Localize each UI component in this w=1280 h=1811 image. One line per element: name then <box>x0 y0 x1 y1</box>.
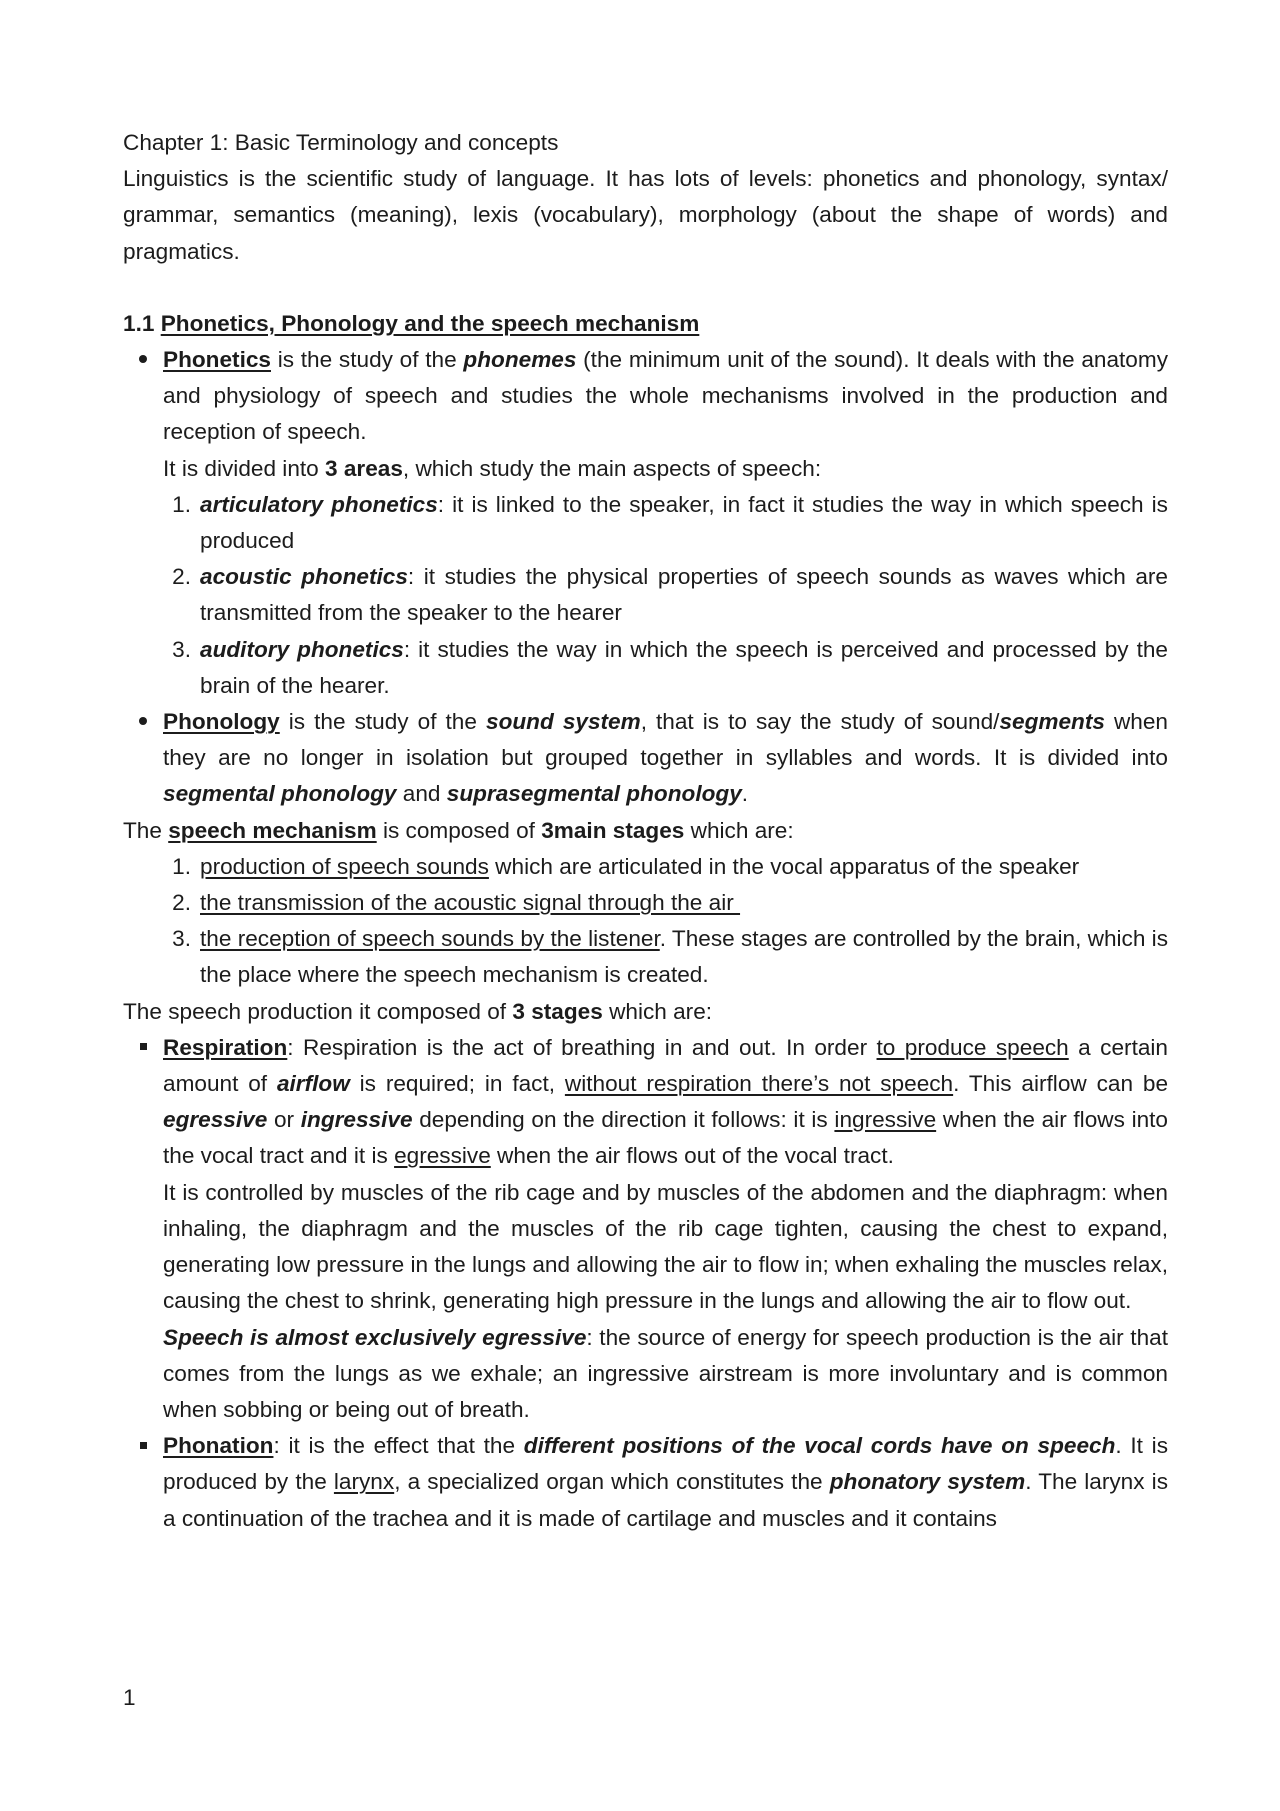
section-title: Phonetics, Phonology and the speech mechanism <box>160 310 700 336</box>
text-run: or <box>267 1107 301 1133</box>
text-run: is the study of the <box>270 347 464 373</box>
egressive-term: egressive <box>163 1107 268 1133</box>
phonetics-paragraph <box>163 342 1168 451</box>
bullet-dot-icon <box>123 342 163 378</box>
text-run: : it is linked to the speaker, in fact it studies the way in which speech is produced <box>200 491 1168 554</box>
stage-term: the transmission of the acoustic signal through the air <box>200 890 741 916</box>
phonemes-term: phonemes <box>463 347 577 373</box>
intro-paragraph: Linguistics is the scientific study of language. It has lots of levels: phonetics and phonology, syntax/ grammar, semantics (meaning), lexis (vocabulary), morphology (about the shape of words) and pragmatics. <box>123 166 1168 264</box>
underlined-phrase: ingressive <box>834 1107 937 1133</box>
suprasegmental-term: suprasegmental phonology <box>446 781 742 807</box>
list-item <box>123 559 1168 631</box>
phonation-paragraph <box>163 1428 1168 1537</box>
stage-term: production of speech sounds <box>200 853 489 879</box>
phonetics-bullet <box>123 342 1168 487</box>
text-run: and <box>396 781 447 807</box>
section-heading <box>123 306 1168 342</box>
text-run: : Respiration is the act of breathing in and out. In order <box>287 1034 877 1060</box>
list-number: 2. <box>172 564 191 590</box>
text-run: which are: <box>684 817 794 843</box>
phonatory-system-term: phonatory system <box>829 1469 1026 1495</box>
segments-term: segments <box>999 709 1105 735</box>
text-run: , that is to say the study of sound/ <box>640 709 1000 735</box>
text-run: . These stages are controlled by the brain, which is the place where the speech mechanism is created. <box>200 926 1169 988</box>
list-item <box>123 487 1168 559</box>
text-run: is required; in fact, <box>349 1071 565 1097</box>
stage-term: the reception of speech sounds by the listener <box>200 926 660 952</box>
text-run: which are: <box>602 998 713 1024</box>
respiration-term: Respiration <box>163 1034 288 1060</box>
production-paragraph <box>123 994 1168 1030</box>
chapter-title: Chapter 1: Basic Terminology and concepts <box>123 130 559 155</box>
text-run: (the minimum unit of the sound). It deals with the anatomy and physiology of speech and studies the whole mechanisms involved in the production and reception of speech. <box>163 347 1168 445</box>
stage-transmission <box>200 885 1168 921</box>
stage-reception <box>200 921 1168 993</box>
text-run: . It is produced by the <box>163 1433 1168 1495</box>
mechanism-paragraph <box>123 813 1168 849</box>
text-run: , a specialized organ which constitutes the <box>394 1469 830 1495</box>
list-number: 1. <box>172 853 191 879</box>
egressive-statement: Speech is almost exclusively egressive <box>163 1324 587 1350</box>
underlined-phrase: without respiration there’s not speech <box>564 1071 954 1097</box>
phonology-paragraph <box>163 704 1168 813</box>
text-run: when the air flows out of the vocal tract. <box>490 1143 894 1169</box>
respiration-bullet <box>123 1030 1168 1428</box>
area-acoustic <box>200 559 1168 631</box>
production-stages-count: 3 stages <box>512 998 603 1024</box>
mechanism-term: speech mechanism <box>168 817 377 843</box>
list-item <box>123 921 1168 993</box>
text-run: . This airflow can be <box>953 1071 1169 1097</box>
ingressive-term: ingressive <box>300 1107 413 1133</box>
text-run: : the source of energy for speech production is the air that comes from the lungs as we exhale; an ingressive airstream is more involuntary and is common when sobbing or being out of breath. <box>163 1324 1168 1422</box>
airflow-term: airflow <box>276 1071 350 1097</box>
text-run: The <box>123 817 169 843</box>
text-run: depending on the direction it follows: it is <box>412 1107 835 1133</box>
page-number: 1 <box>123 1685 136 1710</box>
text-run: : it studies the way in which the speech is perceived and processed by the brain of the hearer. <box>200 636 1168 698</box>
area-articulatory <box>200 487 1168 559</box>
bullet-dot-icon <box>123 704 163 740</box>
text-run: is the study of the <box>279 709 486 735</box>
list-number: 3. <box>172 636 191 662</box>
areas-intro <box>163 451 1168 487</box>
stages-count: 3main stages <box>541 817 685 843</box>
respiration-paragraph <box>163 1030 1168 1175</box>
phonation-term: Phonation <box>163 1433 274 1459</box>
areas-count: 3 areas <box>325 455 403 481</box>
text-run: , which study the main aspects of speech: <box>402 455 822 481</box>
text-run: when they are no longer in isolation but grouped together in syllables and words. It is divided into <box>163 709 1168 771</box>
text-run: : it studies the physical properties of speech sounds as waves which are transmitted from the speaker to the hearer <box>200 564 1168 626</box>
list-item <box>123 885 1168 921</box>
phonology-term: Phonology <box>163 709 280 735</box>
section-number: 1.1 <box>123 310 155 336</box>
list-item <box>123 849 1168 885</box>
text-run: : it is the effect that the <box>273 1433 524 1459</box>
area-auditory <box>200 632 1168 704</box>
list-number: 2. <box>172 890 191 916</box>
phonology-bullet <box>123 704 1168 813</box>
respiration-egressive-paragraph <box>163 1320 1168 1429</box>
text-run: is composed of <box>376 817 542 843</box>
stage-production <box>200 849 1168 885</box>
bullet-square-icon <box>123 1030 163 1066</box>
vocal-cords-phrase: different positions of the vocal cords have on speech <box>523 1433 1116 1459</box>
area-term: articulatory phonetics <box>200 491 438 517</box>
text-run: a certain amount of <box>163 1034 1168 1097</box>
sound-system-term: sound system <box>486 709 641 735</box>
bullet-square-icon <box>123 1428 163 1464</box>
text-run: when the air flows into the vocal tract and it is <box>163 1107 1168 1169</box>
text-run: . The larynx is a continuation of the trachea and it is made of cartilage and muscles and it contains <box>163 1469 1168 1531</box>
phonetics-term: Phonetics <box>163 347 271 373</box>
list-number: 3. <box>172 926 191 952</box>
list-number: 1. <box>172 491 191 517</box>
area-term: auditory phonetics <box>200 636 404 662</box>
phonation-bullet <box>123 1428 1168 1537</box>
document-body <box>123 125 1168 1537</box>
text-run: It is divided into <box>163 455 326 481</box>
text-run: . <box>741 781 749 807</box>
underlined-phrase: egressive <box>394 1143 491 1169</box>
text-run: The speech production it composed of <box>123 998 513 1024</box>
list-item <box>123 632 1168 704</box>
area-term: acoustic phonetics <box>200 564 408 590</box>
larynx-term: larynx <box>333 1469 395 1495</box>
underlined-phrase: to produce speech <box>876 1034 1069 1060</box>
text-run: which are articulated in the vocal apparatus of the speaker <box>488 853 1080 879</box>
segmental-term: segmental phonology <box>163 781 397 807</box>
respiration-muscles-paragraph: It is controlled by muscles of the rib cage and by muscles of the abdomen and the diaphragm: when inhaling, the diaphragm and the muscles of the rib cage tighten, causing the chest to expand, generating low pressure in the lungs and allowing the air to flow in; when exhaling the muscles relax, causing the chest to shrink, generating high pressure in the lungs and allowing the air to flow out. <box>163 1179 1168 1314</box>
